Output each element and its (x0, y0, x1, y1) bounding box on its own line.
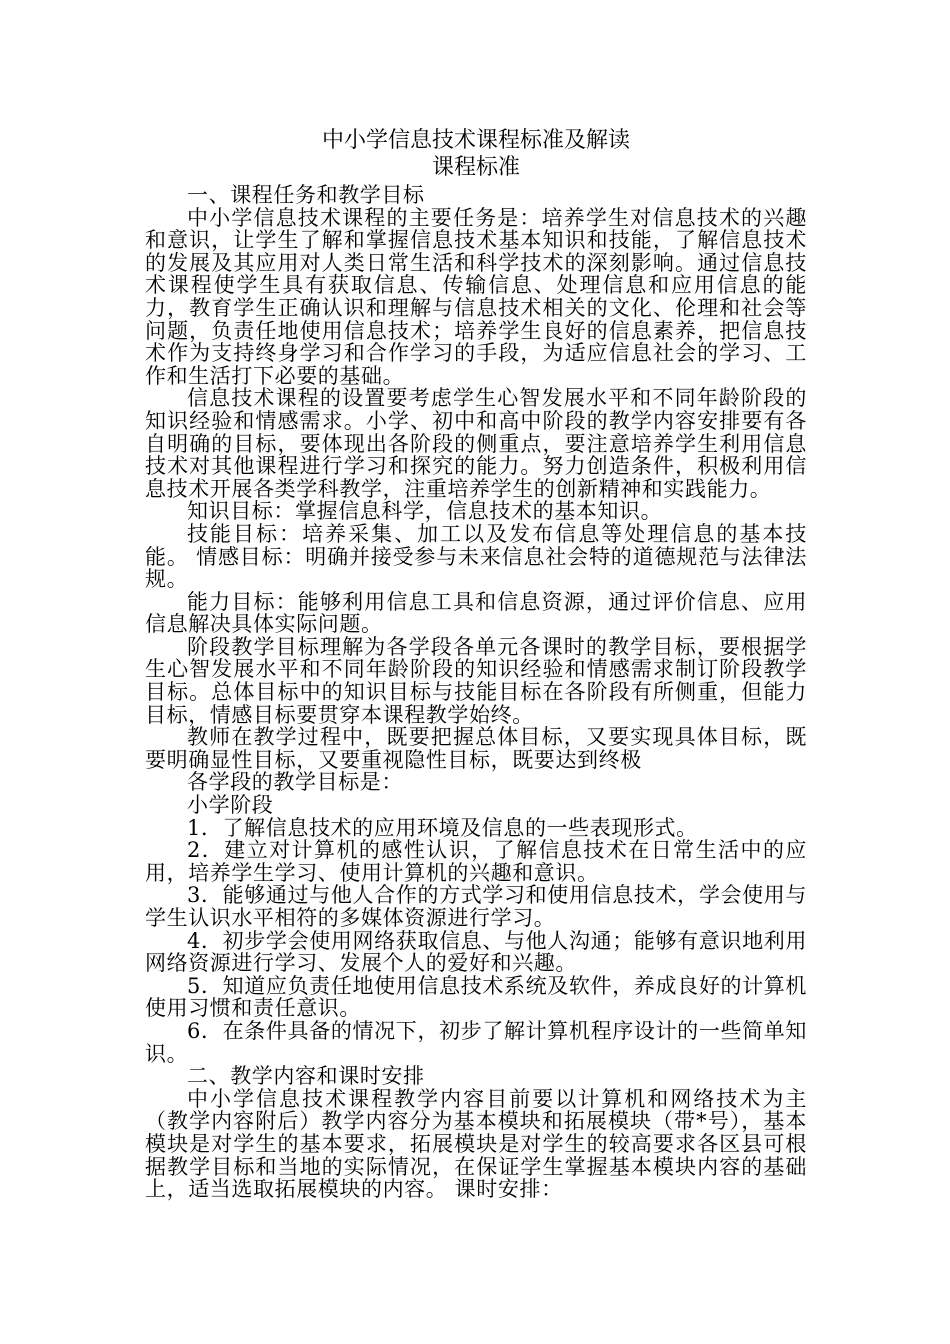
section-heading-2: 二、教学内容和课时安排 (187, 1064, 425, 1089)
list-item-2: 2．建立对计算机的感性认识，了解信息技术在日常生活中的应用，培养学生学习、使用计算机的兴趣和意识。 (145, 838, 807, 885)
document-page (145, 127, 807, 1201)
paragraph-ability-goal: 能力目标：能够利用信息工具和信息资源，通过评价信息、应用信息解决具体实际问题。 (145, 589, 807, 637)
paragraph-teacher: 教师在教学过程中，既要把握总体目标，又要实现具体目标，既要明确显性目标，又要重视隐性目标，既要达到终极 (145, 725, 807, 772)
paragraph-stage-goal: 阶段教学目标理解为各学段各单元各课时的教学目标，要根据学生心智发展水平和不同年龄阶段的知识经验和情感需求制订阶段教学目标。总体目标中的知识目标与技能目标在各阶段有所侧重，但能力目标，情感目标要贯穿本课程教学始终。 (145, 634, 807, 727)
document-subtitle: 课程标准 (431, 155, 520, 180)
list-item-4: 4．初步学会使用网络获取信息、与他人沟通；能够有意识地利用网络资源进行学习、发展个人的爱好和兴趣。 (145, 928, 807, 976)
list-item-6: 6．在条件具备的情况下，初步了解计算机程序设计的一些简单知识。 (145, 1018, 807, 1066)
paragraph-main-task: 中小学信息技术课程的主要任务是：培养学生对信息技术的兴趣和意识，让学生了解和掌握信息技术基本知识和技能，了解信息技术的发展及其应用对人类日常生活和科学技术的深刻影响。通过信息技术课程使学生具有获取信息、传输信息、处理信息和应用信息的能力，教育学生正确认识和理解与信息技术相关的文化、伦理和社会等问题，负责任地使用信息技术；培养学生良好的信息素养，把信息技术作为支持终身学习和合作学习的手段，为适应信息社会的学习、工作和生活打下必要的基础。 (145, 205, 807, 388)
paragraph-stage-goals-intro: 各学段的教学目标是： (187, 770, 403, 795)
paragraph-course-setup: 信息技术课程的设置要考虑学生心智发展水平和不同年龄阶段的知识经验和情感需求。小学、初中和高中阶段的教学内容安排要有各自明确的目标，要体现出各阶段的侧重点，要注意培养学生利用信息技术对其他课程进行学习和探究的能力。努力创造条件，积极利用信息技术开展各类学科教学，注重培养学生的创新精神和实践能力。 (145, 386, 807, 501)
paragraph-skill-goal: 技能目标：培养采集、加工以及发布信息等处理信息的基本技能。 情感目标：明确并接受参与未来信息社会特的道德规范与法律法规。 (145, 521, 807, 592)
list-item-3: 3．能够通过与他人合作的方式学习和使用信息技术，学会使用与学生认识水平相符的多媒体资源进行学习。 (145, 883, 807, 930)
list-item-1: 1．了解信息技术的应用环境及信息的一些表现形式。 (187, 815, 698, 840)
document-title: 中小学信息技术课程标准及解读 (321, 128, 630, 153)
paragraph-primary-stage: 小学阶段 (187, 793, 274, 818)
list-item-5: 5．知道应负责任地使用信息技术系统及软件，养成良好的计算机使用习惯和责任意识。 (145, 973, 807, 1021)
paragraph-knowledge-goal: 知识目标：掌握信息科学，信息技术的基本知识。 (187, 499, 663, 524)
paragraph-content: 中小学信息技术课程教学内容目前要以计算机和网络技术为主（教学内容附后）教学内容分为基本模块和拓展模块（带*号），基本模块是对学生的基本要求，拓展模块是对学生的较高要求各区县可根据教学目标和当地的实际情况，在保证学生掌握基本模块内容的基础上，适当选取拓展模块的内容。 课时安排： (145, 1086, 807, 1202)
section-heading-1: 一、课程任务和教学目标 (187, 183, 425, 207)
